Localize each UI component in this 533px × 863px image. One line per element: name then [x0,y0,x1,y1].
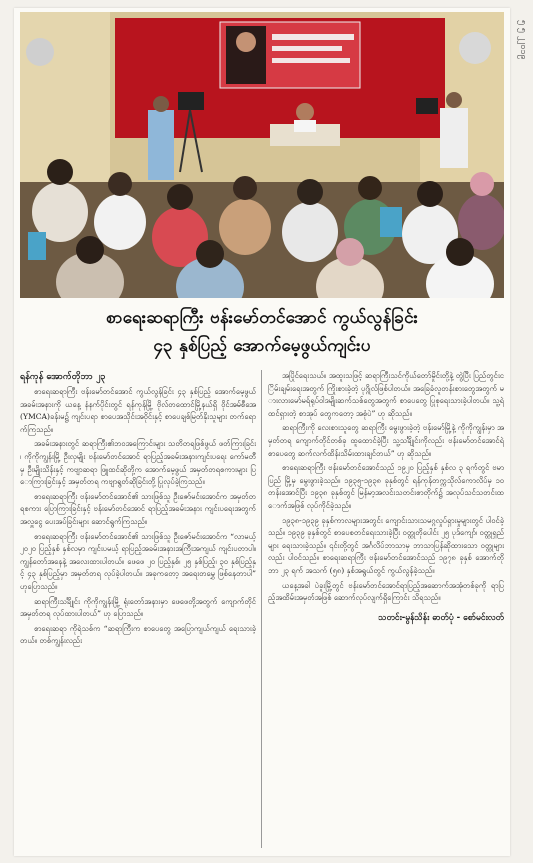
newspaper-clipping [14,8,510,856]
paragraph: စာရေးဆရာကြီး ဗန်းမော်တင်အောင်၏ သားဖြစ်သူ ဦးဇော်မင်းအောင်က “လာမယ့် ၂၀၂၀ ပြည့်နှစ် နှစ်လမှာ ကျင်းပမယ့် ရာပြည့်အခမ်းအနားအကြီးအကျယ် ကျင်းပတာပါ။ ကျွန်တော်အနေနဲ့ အလေးထားပါတယ်။ ဖေဖေ ၂၀ ပြည့်နှစ်၊ ၂၅ နှစ်ပြည့်၊ ၃၀ နှစ်ပြည့်နှင့် ၄၃ နှစ်ပြည့်မှာ အမှတ်တရ လုပ်ခဲ့ပါတယ်။ အခုကတော့ အရေးတမွှေ ဖြစ်နေတာပါ” ဟုပြောသည်။ [20,531,256,591]
edge-text: ၂၀၁၉ [518,40,528,60]
paragraph: စာရေးဆရာကြီး ဗန်းမော်တင်အောင်သည် ၁၉၂၀ ပြည့်နှစ် နှစ်လ ၃ ရက်တွင် ဗမာပြည် မြို့မှ မွေးဖွားခဲ့သည်။ ၁၉၃၅-၁၉၃၈ ခုနှစ်တွင် ရန်ကုန်တက္ကသိုလ်ကောလိပ်မှ ၁၀ တန်းအောင်ပြီး ၁၉၃၈ ခုနှစ်တွင် မြန်မာ့အလင်းသတင်းစာတိုက်၌ အလုပ်သင်သတင်းထောက်အဖြစ် လုပ်ကိုင်ခဲ့သည်။ [268,463,504,510]
edge-text: ၅ ၅ ၂ [518,20,528,41]
article-column-left [20,370,256,848]
article-body [20,370,504,848]
event-photo-illustration [20,12,504,298]
column-divider [261,370,262,848]
headline [20,304,504,360]
paragraph: အပြိုင်ရေးသယ်။ အထူးသဖြင့် ဆရာကြီးသင်ကိုယ်တော်မှိုင်းတို့နဲ့ တွဲပြီး ပြည်တွင်းငြိမ်းချမ်းရေးအတွက် ကြိုးစားခဲ့တဲ့ ပုဂ္ဂိုလ်ဖြစ်ပါတယ်။ အခြေခံလူတန်းစားတွေအတွက် မားလားမော်မရ်ရုပ်ဝါဒမျိုးဆက်သစ်တွေအတွက် စာပေတွေ ပြုစုရေးသားခဲ့ပါတယ်။ သူ့ရဲ့ထင်ရှားတဲ့ စာအုပ် တွေကတော့ အစုံပဲ” ဟု ဆိုသည်။ [268,371,504,418]
paragraph: အခမ်းအနားတွင် ဆရာကြီး၏ဘဝအကြောင်းများ သတိတရဖြစ်ဖွယ် ဖတ်ကြားခြင်း၊ ကိုကိုကျွန်းမြို့ ဦးလှမျိုး ဗန်းမော်တင်အောင် ရာပြည့်အခမ်းအနားကျင်းပရေး ကော်မတီမှ ဦးမျိုးသိန်းနှင့် ကဗျာဆရာ ဖြူထင်ဆိုတို့က အောက်မေ့ဖွယ် အမှတ်တရစကားများ ပြောကြားခြင်းနှင့် အမှတ်တရ ကဗျာရွတ်ဆိုခြင်းတို့ ပြုလုပ်ခဲ့ကြသည်။ [20,439,256,487]
article-column-right [268,370,504,848]
paragraph: စာရေးဆရာကြီး ဗန်းမော်တင်အောင် ကွယ်လွန်ခြင်း ၄၃ နှစ်ပြည့် အောက်မေ့ဖွယ်အခမ်းအနားကို ယနေ့ နံနက်ပိုင်းတွင် ရန်ကုန်မြို့ ဗိုလ်တထောင်မြို့နယ်ရှိ ဝိုင်အမ်စီအေ (YMCA)ခန်းမ၌ ကျင်းပရာ စာပေအသိုင်းအဝိုင်းနှင့် စာပေချစ်မြတ်နိုးသူများ တက်ရောက်ကြသည်။ [20,387,256,434]
event-photo [20,12,504,298]
dateline: ရန်ကုန် အောက်တိုဘာ ၂၃ [20,372,106,382]
headline-line-1: စာရေးဆရာကြီး ဗန်းမော်တင်အောင် ကွယ်လွန်ခြင်း [105,308,419,328]
headline-line-2: ၄၃ နှစ်ပြည့် အောက်မေ့ဖွယ်ကျင်းပ [153,336,371,356]
page-edge-marks [517,20,529,180]
paragraph: ဆရာကြီးသင်္ချိုင်း ကိုကိုကျွန်းမြို့ ရုံးတော်အနားမှာ ဖေဖေတို့အတွက် ကျောက်တိုင်အမှတ်တရ လုပ်ထားပါတယ်” ဟု ပြောသည်။ [20,596,256,619]
paragraph: ယနေ့အခါ ပဲခူးမြို့တွင် ဗန်းမော်တင်အောင်ရာပြည့်အဆောက်အအုံတစ်ခုကို ရာပြည့်အထိမ်းအမှတ်အဖြစ် ဆောက်လုပ်လျက်ရှိကြောင်း သိရသည်။ [268,580,504,603]
paragraph: စာရေးဆရာကြီး ဗန်းမော်တင်အောင်၏ သားဖြစ်သူ ဦးဇော်မင်းအောင်က အမှတ်တရစကား ပြောကြားခြင်းနှင့် ဗန်းမော်တင်အောင် ရာပြည့်အခမ်းအနား ကျင်းပရေးအတွက် အလှူငွေ ပေးအပ်ခြင်းများ ဆောင်ရွက်ကြသည်။ [20,491,256,526]
paragraph: ဆရာကြီးကို လေးစားသူတွေ ဆရာကြီး မွေးဖွားခဲ့တဲ့ ဗန်းမော်မြို့နဲ့ ကိုကိုကျွန်းမှာ အမှတ်တရ ကျောက်တိုင်တစ်ခု ထူထောင်ခဲ့ပြီး သူ့သင်္ချိုင်းကိုလည်း ဗန်းမော်တင်အောင်ရဲ့ စာပေတွေ ဆက်လက်ထိန်းသိမ်းထားချင်တယ်” ဟု ဆိုသည်။ [268,423,504,458]
byline: သတင်း-မွန်သိန်း ဓာတ်ပုံ - စော်မင်းလတ် [378,612,504,623]
paragraph: ၁၉၃၈-၁၉၃၉ ခုနှစ်ကာလများအတွင်း ကျောင်းသားသမဂ္ဂလှုပ်ရှားမှုများတွင် ပါဝင်ခဲ့သည်။ ၁၉၃၉ ခုနှစ်တွင် စာပေစတင်ရေးသားခဲ့ပြီး ဝတ္ထုတိုပေါင်း ၂၅ ပုဒ်ကျော်၊ ဝတ္ထုရှည်များ ရေးသားခဲ့သည်။ ၎င်းတို့တွင် အင်္ဂလိပ်ဘာသာမှ ဘာသာပြန်ဆိုထားသော ဝတ္ထုများလည်း ပါဝင်သည်။ စာရေးဆရာကြီး ဗန်းမော်တင်အောင်သည် ၁၉၇၈ ခုနှစ် အောက်တိုဘာ ၂၃ ရက် အသက် (၅၈) နှစ်အရွယ်တွင် ကွယ်လွန်ခဲ့သည်။ [268,515,504,575]
paragraph: စာရေးဆရာ ကိုရဲသစ်က “ဆရာကြီးက စာပေတွေ အပြောကျယ်ကျယ် ရေးသားခဲ့တယ်။ တစ်ကျွန်းလည်း [20,623,256,646]
